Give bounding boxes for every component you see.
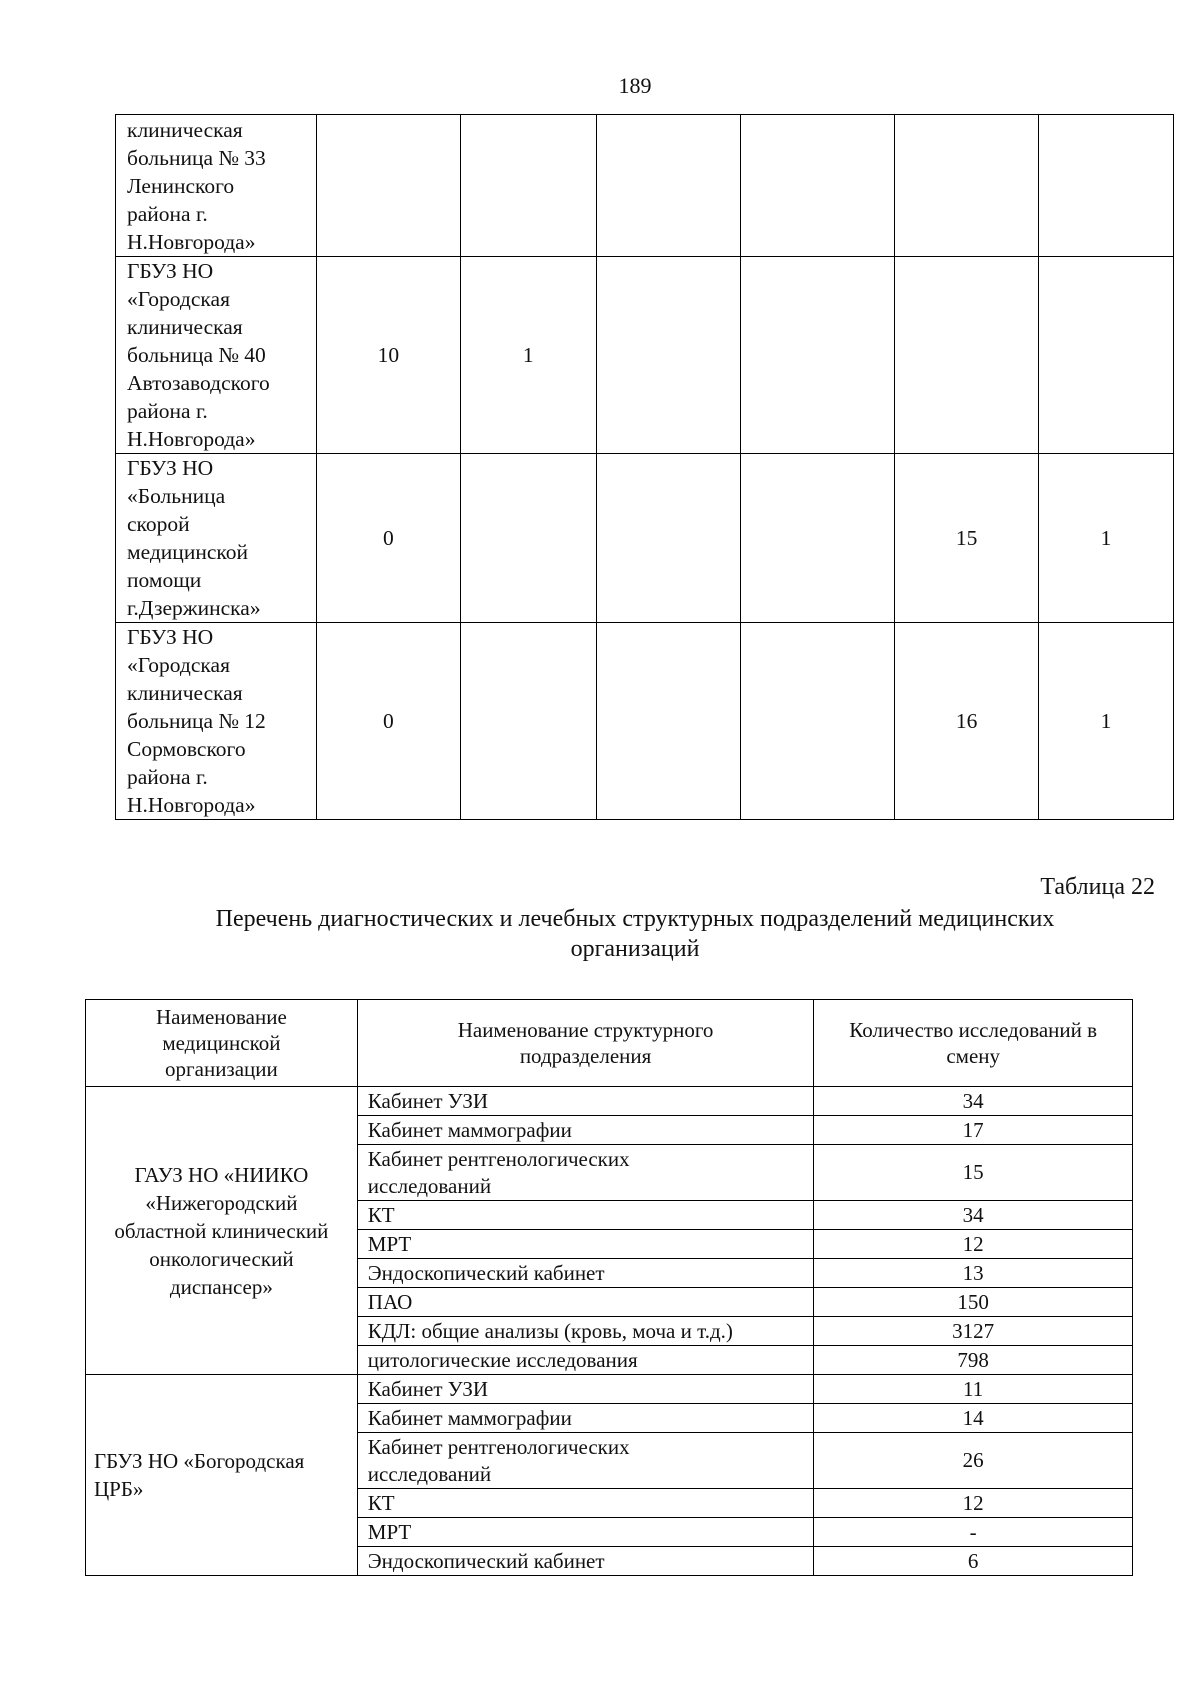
upper-org-line: района г. xyxy=(127,201,208,226)
upper-value-cell xyxy=(460,454,596,623)
unit-cell: КДЛ: общие анализы (кровь, моча и т.д.) xyxy=(357,1317,814,1346)
unit-cell: КТ xyxy=(357,1201,814,1230)
upper-org-line: больница № 33 xyxy=(127,145,266,170)
unit-cell: МРТ xyxy=(357,1518,814,1547)
count-cell: 6 xyxy=(814,1547,1133,1576)
upper-value-cell xyxy=(596,623,741,820)
lower-table xyxy=(85,999,1133,1576)
upper-org-line: ГБУЗ НО xyxy=(127,259,214,283)
header-line: Наименование xyxy=(155,1005,287,1029)
upper-org-line: ГБУЗ НО xyxy=(127,625,214,649)
unit-cell: МРТ xyxy=(357,1230,814,1259)
upper-value-cell: 0 xyxy=(316,623,460,820)
upper-value-cell: 1 xyxy=(1039,623,1174,820)
upper-org-line: клиническая xyxy=(127,315,243,339)
upper-value-cell xyxy=(596,454,741,623)
upper-org-line: Ленинского xyxy=(127,173,235,198)
upper-org-line: Автозаводского xyxy=(127,371,270,395)
count-cell: 15 xyxy=(814,1145,1133,1201)
upper-org-line: Н.Новгорода» xyxy=(127,793,256,817)
count-cell: 12 xyxy=(814,1489,1133,1518)
unit-cell xyxy=(357,1145,814,1201)
table-row xyxy=(86,1375,1133,1404)
upper-value-cell: 10 xyxy=(316,257,460,454)
upper-value-cell xyxy=(895,257,1039,454)
unit-cell: Кабинет маммографии xyxy=(357,1116,814,1145)
upper-value-cell: 1 xyxy=(1039,454,1174,623)
upper-value-cell xyxy=(741,115,895,257)
count-cell: 34 xyxy=(814,1201,1133,1230)
table-label: Таблица 22 xyxy=(1040,874,1155,900)
upper-org-line: Н.Новгорода» xyxy=(127,229,256,254)
unit-line: исследований xyxy=(367,1173,492,1198)
upper-value-cell: 16 xyxy=(895,623,1039,820)
table-title xyxy=(125,904,1145,964)
upper-org-line: Сормовского xyxy=(127,737,246,761)
header-line: медицинской xyxy=(162,1031,281,1055)
unit-cell: Эндоскопический кабинет xyxy=(357,1259,814,1288)
upper-value-cell xyxy=(596,257,741,454)
upper-value-cell xyxy=(741,454,895,623)
upper-org-line: района г. xyxy=(127,765,208,789)
upper-org-line: г.Дзержинска» xyxy=(127,596,261,620)
count-cell: 13 xyxy=(814,1259,1133,1288)
page-number: 189 xyxy=(618,73,652,98)
header-count xyxy=(814,1000,1133,1087)
count-cell: 11 xyxy=(814,1375,1133,1404)
count-cell: 17 xyxy=(814,1116,1133,1145)
organization-line: ГБУЗ НО «Богородская xyxy=(94,1449,305,1473)
header-line: Наименование структурного xyxy=(457,1018,714,1042)
upper-org-line: ГБУЗ НО xyxy=(127,456,214,480)
upper-value-cell xyxy=(1039,257,1174,454)
unit-line: исследований xyxy=(367,1461,492,1486)
upper-table-row xyxy=(116,115,1174,257)
upper-value-cell: 0 xyxy=(316,454,460,623)
upper-org-line: скорой xyxy=(127,512,190,536)
organization-line: «Нижегородский xyxy=(145,1190,298,1215)
unit-cell: Кабинет УЗИ xyxy=(357,1087,814,1116)
table-title-line: Перечень диагностических и лечебных структурных подразделений медицинских xyxy=(215,906,1055,932)
upper-value-cell xyxy=(741,257,895,454)
unit-line: Кабинет рентгенологических xyxy=(367,1434,630,1459)
upper-value-cell xyxy=(460,623,596,820)
count-cell: 14 xyxy=(814,1404,1133,1433)
organization-line: онкологический xyxy=(149,1246,294,1271)
upper-org-line: больница № 12 xyxy=(127,709,266,733)
upper-value-cell xyxy=(596,115,741,257)
upper-org-cell xyxy=(116,115,317,257)
count-cell: 34 xyxy=(814,1087,1133,1116)
unit-cell: Кабинет УЗИ xyxy=(357,1375,814,1404)
unit-cell: КТ xyxy=(357,1489,814,1518)
organization-line: ЦРБ» xyxy=(94,1477,144,1501)
upper-org-cell xyxy=(116,257,317,454)
upper-org-line: больница № 40 xyxy=(127,343,266,367)
table-row xyxy=(86,1087,1133,1116)
organization-line: ГАУЗ НО «НИИКО xyxy=(134,1162,309,1187)
unit-cell xyxy=(357,1433,814,1489)
count-cell: 26 xyxy=(814,1433,1133,1489)
upper-value-cell: 15 xyxy=(895,454,1039,623)
upper-value-cell xyxy=(741,623,895,820)
upper-org-line: Н.Новгорода» xyxy=(127,427,256,451)
organization-line: областной клинический xyxy=(114,1218,329,1243)
upper-org-line: медицинской xyxy=(127,540,248,564)
organization-line: диспансер» xyxy=(169,1274,273,1299)
upper-table-row xyxy=(116,623,1174,820)
upper-org-line: «Городская xyxy=(127,653,230,677)
upper-table-row xyxy=(116,454,1174,623)
unit-line: Кабинет рентгенологических xyxy=(367,1146,630,1171)
upper-org-line: района г. xyxy=(127,399,208,423)
count-cell: 150 xyxy=(814,1288,1133,1317)
header-unit xyxy=(357,1000,814,1087)
header-line: организации xyxy=(165,1057,278,1081)
upper-value-cell xyxy=(460,115,596,257)
lower-header-row xyxy=(86,1000,1133,1087)
upper-value-cell xyxy=(316,115,460,257)
unit-cell: цитологические исследования xyxy=(357,1346,814,1375)
upper-table-row xyxy=(116,257,1174,454)
upper-table xyxy=(115,114,1174,820)
upper-org-line: «Городская xyxy=(127,287,230,311)
count-cell: - xyxy=(814,1518,1133,1547)
table-title-line: организаций xyxy=(570,936,700,962)
organization-cell xyxy=(86,1375,358,1576)
unit-cell: Эндоскопический кабинет xyxy=(357,1547,814,1576)
header-line: смену xyxy=(946,1044,1000,1068)
count-cell: 798 xyxy=(814,1346,1133,1375)
header-line: Количество исследований в xyxy=(849,1018,1098,1042)
unit-cell: Кабинет маммографии xyxy=(357,1404,814,1433)
upper-value-cell xyxy=(895,115,1039,257)
header-line: подразделения xyxy=(519,1044,652,1068)
upper-org-line: «Больница xyxy=(127,484,226,508)
upper-value-cell: 1 xyxy=(460,257,596,454)
header-organization xyxy=(86,1000,358,1087)
upper-org-line: клиническая xyxy=(127,117,243,142)
unit-cell: ПАО xyxy=(357,1288,814,1317)
upper-org-cell xyxy=(116,454,317,623)
upper-org-line: помощи xyxy=(127,568,202,592)
upper-value-cell xyxy=(1039,115,1174,257)
upper-org-line: клиническая xyxy=(127,681,243,705)
count-cell: 3127 xyxy=(814,1317,1133,1346)
upper-org-cell xyxy=(116,623,317,820)
count-cell: 12 xyxy=(814,1230,1133,1259)
organization-cell xyxy=(86,1087,358,1375)
